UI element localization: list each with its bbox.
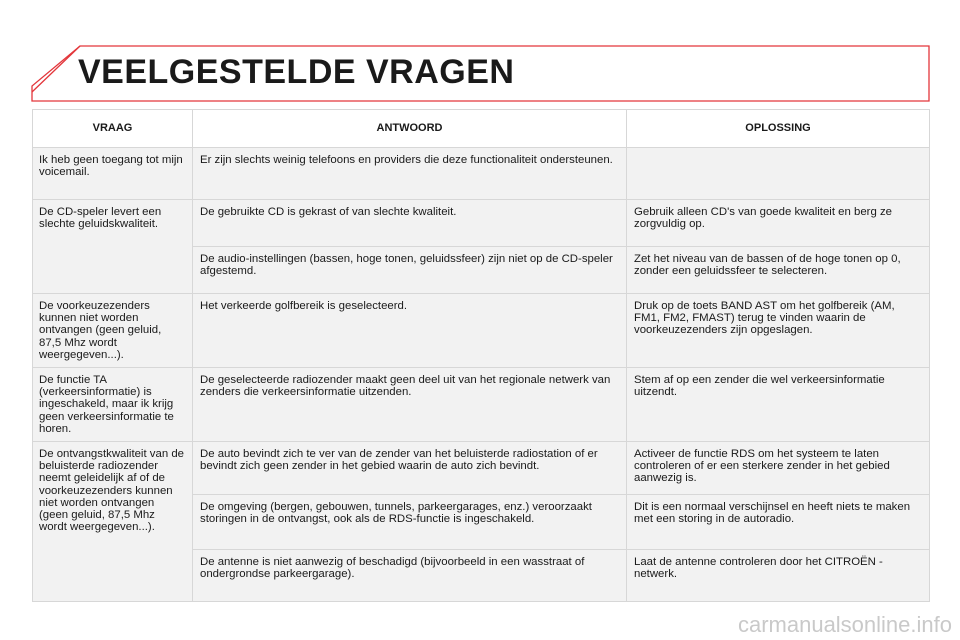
answer-cell: Er zijn slechts weinig telefoons en providers die deze functionaliteit ondersteunen.: [193, 148, 627, 200]
solution-cell: Zet het niveau van de bassen of de hoge tonen op 0, zonder een geluidssfeer te selecteren.: [627, 247, 930, 294]
table-row: [33, 368, 930, 442]
page-header: [0, 0, 960, 110]
column-header-question: VRAAG: [33, 110, 193, 148]
faq-table: [32, 109, 930, 602]
solution-cell: Stem af op een zender die wel verkeersinformatie uitzendt.: [627, 368, 930, 442]
question-cell: De functie TA (verkeersinformatie) is ingeschakeld, maar ik krijg geen verkeersinformatie te horen.: [33, 368, 193, 442]
column-header-solution: OPLOSSING: [627, 110, 930, 148]
answer-cell: De gebruikte CD is gekrast of van slechte kwaliteit.: [193, 200, 627, 247]
column-header-answer: ANTWOORD: [193, 110, 627, 148]
answer-cell: De omgeving (bergen, gebouwen, tunnels, parkeergarages, enz.) veroorzaakt storingen in de ontvangst, ook als de RDS-functie is ingeschakeld.: [193, 495, 627, 550]
question-cell: De voorkeuzezenders kunnen niet worden ontvangen (geen geluid, 87,5 Mhz wordt weergegeven...).: [33, 294, 193, 368]
solution-cell: Gebruik alleen CD's van goede kwaliteit en berg ze zorgvuldig op.: [627, 200, 930, 247]
question-cell: De ontvangstkwaliteit van de beluisterde radiozender neemt geleidelijk af of de voorkeuzezenders kunnen niet worden ontvangen (geen geluid, 87,5 Mhz wordt weergegeven...).: [33, 442, 193, 602]
table-row: [33, 200, 930, 247]
table-row: [33, 148, 930, 200]
answer-cell: De antenne is niet aanwezig of beschadigd (bijvoorbeeld in een wasstraat of ondergrondse parkeergarage).: [193, 550, 627, 602]
table-header-row: [33, 110, 930, 148]
table-row: [33, 294, 930, 368]
solution-cell: Activeer de functie RDS om het systeem te laten controleren of er een sterkere zender in het gebied aanwezig is.: [627, 442, 930, 495]
page-title: VEELGESTELDE VRAGEN: [78, 53, 515, 91]
table-row: [33, 442, 930, 495]
answer-cell: De geselecteerde radiozender maakt geen deel uit van het regionale netwerk van zenders die verkeersinformatie uitzenden.: [193, 368, 627, 442]
watermark-text: carmanualsonline.info: [737, 612, 952, 637]
answer-cell: De auto bevindt zich te ver van de zender van het beluisterde radiostation of er bevindt zich geen zender in het gebied waarin de auto zich bevindt.: [193, 442, 627, 495]
solution-cell: Laat de antenne controleren door het CITROËN -netwerk.: [627, 550, 930, 602]
question-cell: De CD-speler levert een slechte geluidskwaliteit.: [33, 200, 193, 294]
answer-cell: De audio-instellingen (bassen, hoge tonen, geluidssfeer) zijn niet op de CD-speler afgestemd.: [193, 247, 627, 294]
answer-cell: Het verkeerde golfbereik is geselecteerd.: [193, 294, 627, 368]
solution-cell: Druk op de toets BAND AST om het golfbereik (AM, FM1, FM2, FMAST) terug te vinden waarin de voorkeuzezenders zijn opgeslagen.: [627, 294, 930, 368]
question-cell: Ik heb geen toegang tot mijn voicemail.: [33, 148, 193, 200]
solution-cell: Dit is een normaal verschijnsel en heeft niets te maken met een storing in de autoradio.: [627, 495, 930, 550]
solution-cell: [627, 148, 930, 200]
